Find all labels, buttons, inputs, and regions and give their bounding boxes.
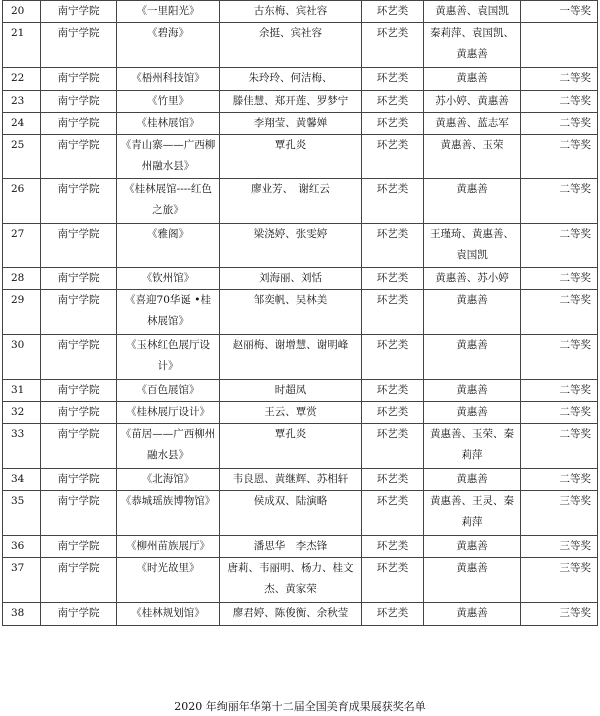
table-row xyxy=(3,268,598,290)
authors-cell: 梁浇婷、张雯婷 xyxy=(220,224,362,268)
work-title-cell: 《百色展馆》 xyxy=(117,380,220,402)
school-name-cell: 南宁学院 xyxy=(41,68,117,91)
mentors-cell: 黄惠善 xyxy=(424,335,521,380)
mentors-cell: 黄惠善、王灵、秦莉萍 xyxy=(424,491,521,536)
table-row xyxy=(3,402,598,424)
work-title-cell: 《钦州馆》 xyxy=(117,268,220,290)
authors-cell: 赵丽梅、谢增慧、谢明峰 xyxy=(220,335,362,380)
category-cell: 环艺类 xyxy=(362,1,424,23)
authors-cell: 滕佳慧、郑开莲、罗梦宁 xyxy=(220,91,362,113)
work-title-cell: 《青山寨——广西柳州融水县》 xyxy=(117,135,220,179)
authors-cell: 覃孔炎 xyxy=(220,424,362,469)
mentors-cell: 黄惠善 xyxy=(424,380,521,402)
work-title-cell: 《柳州苗族展厅》 xyxy=(117,536,220,558)
mentors-cell: 秦莉萍、袁国凯、黄惠善 xyxy=(424,23,521,68)
mentors-cell: 苏小婷、黄惠善 xyxy=(424,91,521,113)
row-number-cell: 21 xyxy=(3,23,41,68)
award-cell: 二等奖 xyxy=(521,135,598,179)
school-name-cell: 南宁学院 xyxy=(41,424,117,469)
work-title-cell: 《苗居——广西柳州融水县》 xyxy=(117,424,220,469)
authors-cell: 李翔莹、黄馨婵 xyxy=(220,113,362,135)
category-cell: 环艺类 xyxy=(362,91,424,113)
category-cell: 环艺类 xyxy=(362,603,424,626)
table-row xyxy=(3,335,598,380)
authors-cell: 覃孔炎 xyxy=(220,135,362,179)
school-name-cell: 南宁学院 xyxy=(41,91,117,113)
category-cell: 环艺类 xyxy=(362,290,424,335)
award-cell: 二等奖 xyxy=(521,380,598,402)
table-row xyxy=(3,290,598,335)
category-cell: 环艺类 xyxy=(362,491,424,536)
mentors-cell: 黄惠善 xyxy=(424,558,521,603)
category-cell: 环艺类 xyxy=(362,113,424,135)
school-name-cell: 南宁学院 xyxy=(41,380,117,402)
award-cell: 二等奖 xyxy=(521,469,598,491)
authors-cell: 余挺、宾社容 xyxy=(220,23,362,68)
row-number-cell: 30 xyxy=(3,335,41,380)
work-title-cell: 《一里阳光》 xyxy=(117,1,220,23)
table-row xyxy=(3,536,598,558)
work-title-cell: 《桂林展厅设计》 xyxy=(117,402,220,424)
work-title-cell: 《碧海》 xyxy=(117,23,220,68)
authors-cell: 侯成双、陆演略 xyxy=(220,491,362,536)
school-name-cell: 南宁学院 xyxy=(41,536,117,558)
category-cell: 环艺类 xyxy=(362,224,424,268)
school-name-cell: 南宁学院 xyxy=(41,290,117,335)
category-cell: 环艺类 xyxy=(362,23,424,68)
mentors-cell: 黄惠善、蓝志军 xyxy=(424,113,521,135)
award-cell: 二等奖 xyxy=(521,68,598,91)
mentors-cell: 黄惠善 xyxy=(424,469,521,491)
work-title-cell: 《桂林展馆----红色之旅》 xyxy=(117,179,220,224)
authors-cell: 唐莉、韦丽明、杨力、桂文杰、黄家荣 xyxy=(220,558,362,603)
authors-cell: 古东梅、宾社容 xyxy=(220,1,362,23)
work-title-cell: 《喜迎70华诞 •桂林展馆》 xyxy=(117,290,220,335)
table-row xyxy=(3,224,598,268)
school-name-cell: 南宁学院 xyxy=(41,113,117,135)
school-name-cell: 南宁学院 xyxy=(41,491,117,536)
award-cell: 二等奖 xyxy=(521,290,598,335)
row-number-cell: 31 xyxy=(3,380,41,402)
mentors-cell: 黄惠善、玉荣 xyxy=(424,135,521,179)
work-title-cell: 《北海馆》 xyxy=(117,469,220,491)
work-title-cell: 《时光故里》 xyxy=(117,558,220,603)
table-row xyxy=(3,68,598,91)
mentors-cell: 黄惠善 xyxy=(424,290,521,335)
row-number-cell: 23 xyxy=(3,91,41,113)
row-number-cell: 32 xyxy=(3,402,41,424)
category-cell: 环艺类 xyxy=(362,380,424,402)
school-name-cell: 南宁学院 xyxy=(41,179,117,224)
school-name-cell: 南宁学院 xyxy=(41,1,117,23)
work-title-cell: 《雅阁》 xyxy=(117,224,220,268)
award-cell: 一等奖 xyxy=(521,1,598,23)
table-row xyxy=(3,380,598,402)
row-number-cell: 27 xyxy=(3,224,41,268)
school-name-cell: 南宁学院 xyxy=(41,603,117,626)
award-cell: 二等奖 xyxy=(521,91,598,113)
work-title-cell: 《梧州科技馆》 xyxy=(117,68,220,91)
table-row xyxy=(3,23,598,68)
category-cell: 环艺类 xyxy=(362,536,424,558)
award-cell: 二等奖 xyxy=(521,113,598,135)
table-row xyxy=(3,603,598,626)
table-row xyxy=(3,113,598,135)
row-number-cell: 36 xyxy=(3,536,41,558)
table-row xyxy=(3,1,598,23)
authors-cell: 朱玲玲、何洁梅、 xyxy=(220,68,362,91)
school-name-cell: 南宁学院 xyxy=(41,469,117,491)
authors-cell: 王云、覃赏 xyxy=(220,402,362,424)
mentors-cell: 黄惠善 xyxy=(424,603,521,626)
row-number-cell: 25 xyxy=(3,135,41,179)
row-number-cell: 38 xyxy=(3,603,41,626)
row-number-cell: 26 xyxy=(3,179,41,224)
school-name-cell: 南宁学院 xyxy=(41,268,117,290)
row-number-cell: 20 xyxy=(3,1,41,23)
category-cell: 环艺类 xyxy=(362,402,424,424)
mentors-cell: 王瑾琦、黄惠善、袁国凯 xyxy=(424,224,521,268)
award-cell: 三等奖 xyxy=(521,603,598,626)
authors-cell: 时超凤 xyxy=(220,380,362,402)
school-name-cell: 南宁学院 xyxy=(41,23,117,68)
school-name-cell: 南宁学院 xyxy=(41,224,117,268)
authors-cell: 廖业芳、 谢红云 xyxy=(220,179,362,224)
row-number-cell: 24 xyxy=(3,113,41,135)
row-number-cell: 34 xyxy=(3,469,41,491)
authors-cell: 刘海丽、刘恬 xyxy=(220,268,362,290)
mentors-cell: 黄惠善、苏小婷 xyxy=(424,268,521,290)
award-cell: 二等奖 xyxy=(521,179,598,224)
school-name-cell: 南宁学院 xyxy=(41,402,117,424)
mentors-cell: 黄惠善、袁国凯 xyxy=(424,1,521,23)
authors-cell: 邹奕帆、吴林美 xyxy=(220,290,362,335)
table-row xyxy=(3,491,598,536)
work-title-cell: 《桂林规划馆》 xyxy=(117,603,220,626)
category-cell: 环艺类 xyxy=(362,558,424,603)
work-title-cell: 《竹里》 xyxy=(117,91,220,113)
category-cell: 环艺类 xyxy=(362,469,424,491)
row-number-cell: 28 xyxy=(3,268,41,290)
awards-table xyxy=(2,0,598,626)
category-cell: 环艺类 xyxy=(362,68,424,91)
award-cell: 三等奖 xyxy=(521,558,598,603)
mentors-cell: 黄惠善 xyxy=(424,536,521,558)
table-row xyxy=(3,179,598,224)
authors-cell: 廖君婷、陈俊衡、余秋莹 xyxy=(220,603,362,626)
work-title-cell: 《玉林红色展厅设计》 xyxy=(117,335,220,380)
award-cell: 三等奖 xyxy=(521,536,598,558)
award-cell: 二等奖 xyxy=(521,402,598,424)
category-cell: 环艺类 xyxy=(362,268,424,290)
table-caption: 2020 年绚丽年华第十二届全国美育成果展获奖名单 xyxy=(174,700,426,713)
work-title-cell: 《恭城瑶族博物馆》 xyxy=(117,491,220,536)
category-cell: 环艺类 xyxy=(362,335,424,380)
award-cell: 三等奖 xyxy=(521,491,598,536)
table-row xyxy=(3,469,598,491)
table-row xyxy=(3,135,598,179)
mentors-cell: 黄惠善 xyxy=(424,68,521,91)
category-cell: 环艺类 xyxy=(362,135,424,179)
row-number-cell: 29 xyxy=(3,290,41,335)
award-cell xyxy=(521,23,598,68)
table-row xyxy=(3,91,598,113)
row-number-cell: 22 xyxy=(3,68,41,91)
work-title-cell: 《桂林展馆》 xyxy=(117,113,220,135)
mentors-cell: 黄惠善 xyxy=(424,179,521,224)
school-name-cell: 南宁学院 xyxy=(41,335,117,380)
award-cell: 二等奖 xyxy=(521,224,598,268)
awards-table-body xyxy=(3,1,598,626)
row-number-cell: 33 xyxy=(3,424,41,469)
award-cell: 二等奖 xyxy=(521,424,598,469)
award-cell: 二等奖 xyxy=(521,335,598,380)
mentors-cell: 黄惠善、玉荣、秦莉萍 xyxy=(424,424,521,469)
row-number-cell: 37 xyxy=(3,558,41,603)
category-cell: 环艺类 xyxy=(362,424,424,469)
authors-cell: 潘思华 李杰锋 xyxy=(220,536,362,558)
mentors-cell: 黄惠善 xyxy=(424,402,521,424)
row-number-cell: 35 xyxy=(3,491,41,536)
category-cell: 环艺类 xyxy=(362,179,424,224)
school-name-cell: 南宁学院 xyxy=(41,558,117,603)
school-name-cell: 南宁学院 xyxy=(41,135,117,179)
award-cell: 二等奖 xyxy=(521,268,598,290)
table-row xyxy=(3,558,598,603)
authors-cell: 韦良恩、黄继辉、苏相轩 xyxy=(220,469,362,491)
table-row xyxy=(3,424,598,469)
